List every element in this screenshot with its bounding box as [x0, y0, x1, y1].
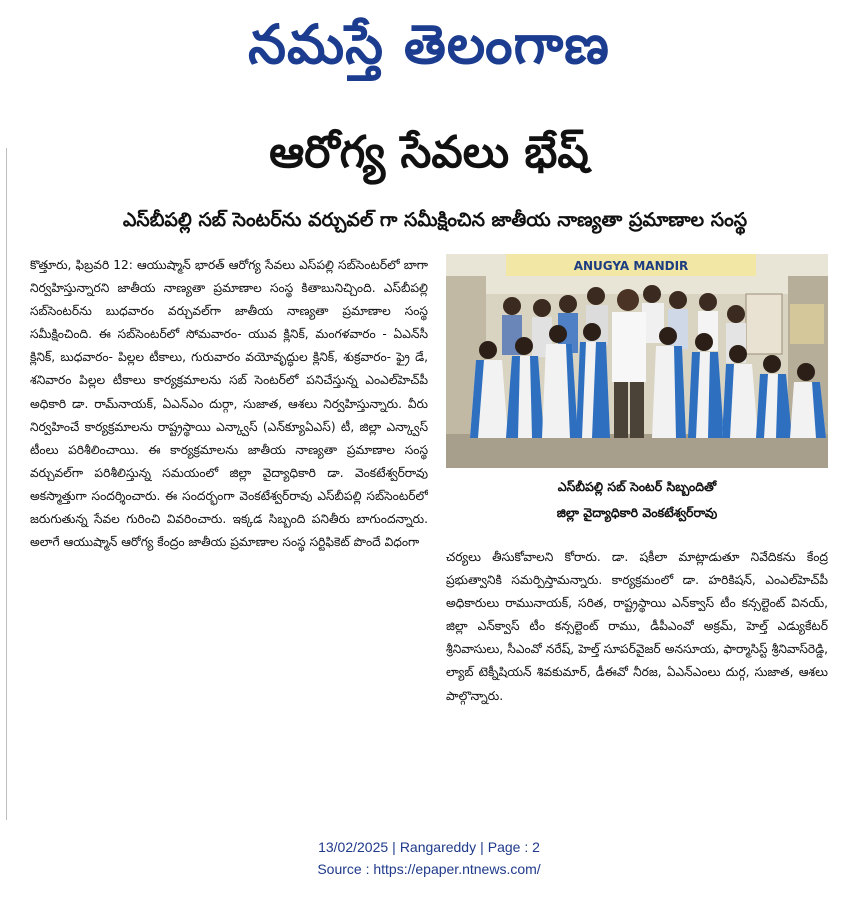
photo-caption-line-2: జిల్లా వైద్యాధికారి వెంకటేశ్వర్‌రావు [556, 505, 718, 520]
article-subheadline: ఎస్‌బీపల్లి సబ్ సెంటర్‌ను వర్చువల్ గా సమీక్షించిన జాతీయ నాణ్యతా ప్రమాణాల సంస్థ [122, 209, 748, 231]
footer-date: 13/02/2025 [318, 839, 389, 855]
article-photo [446, 254, 828, 468]
page-footer [0, 836, 858, 886]
building-sign-text: ANUGYA MANDIR [573, 259, 689, 273]
newspaper-masthead: నమస్తే తెలంగాణ [248, 12, 610, 76]
left-margin-rule [6, 148, 7, 820]
article-body-left-column [30, 254, 428, 804]
footer-source: Source : https://epaper.ntnews.com/ [317, 861, 541, 877]
footer-edition: Rangareddy [399, 839, 477, 855]
article-body-right-text: చర్యలు తీసుకోవాలని కోరారు. డా. షకీలా మాట్లాడుతూ నివేదికను కేంద్ర ప్రభుత్వానికి సమర్పిస్తామన్నారు. కార్యక్రమంలో డా. హరికిషన్, ఎంఎల్‌హెచ్‌పీ అధికారులు రామునాయక్, సరిత, రాష్ట్రస్థాయి ఎన్‌క్వాస్ టీం కన్సల్టెంట్ వినయ్, జిల్లా ఎన్‌క్వాస్ టీం కన్సల్టెంట్ రాము, డీపీఎంవో అక్రమ్, హెల్త్ ఎడ్యుకేటర్ శ్రీనివాసులు, సీఎంవో నరేష్, హెల్త్ సూపర్‌వైజర్ అనసూయ, ఫార్మాసిస్ట్ శ్రీనివాస్‌రెడ్డి, ల్యాబ్ టెక్నీషియన్ శివకుమార్, డీఈవో నీరజ, ఏఎన్‌ఎంలు దుర్గ, సుజాత, ఆశలు పాల్గొన్నారు. [446, 550, 828, 703]
footer-separator: | [480, 839, 484, 855]
footer-page: Page : 2 [487, 839, 540, 855]
group-photo-illustration [446, 254, 828, 468]
article-body-left-text: కొత్తూరు, ఫిబ్రవరి 12: ఆయుష్మాన్ భారత్ ఆరోగ్య సేవలు ఎస్‌పల్లి సబ్‌సెంటర్‌లో బాగా నిర్వహిస్తున్నారని జాతీయ నాణ్యతా ప్రమాణాల సంస్థ కితాబునిచ్చింది. ఎస్‌బీపల్లి సబ్‌సెంటర్‌ను బుధవారం వర్చువల్‌గా జాతీయ నాణ్యతా ప్రమాణాల సంస్థ సమీక్షించింది. ఈ సబ్‌సెంటర్‌లో సోమవారం- యువ క్లినిక్, మంగళవారం - ఏఎన్‌సీ క్లినిక్, బుధవారం- పిల్లల టీకాలు, గురువారం వయోవృద్ధుల క్లినిక్, శుక్రవారం- ఫ్రై డే, శనివారం పిల్లల టీకాలు కార్యక్రమాలను సబ్ సెంటర్‌లో పనిచేస్తున్న ఎంఎల్‌హెచ్‌పీ అధికారి డా. రామ్‌నాయక్, ఏఎన్‌ఎం దుర్గా, సుజాత, ఆశలు నిర్వహిస్తున్నారు. వీరు నిర్వహించే కార్యక్రమాలను రాష్ట్రస్థాయి ఎన్క్వాస్ (ఎన్‌క్యూఏఎస్) టీ, జిల్లా ఎన్క్వాస్ టీంలు పరిశీలించాయి. ఈ కార్యక్రమాలను జాతీయ నాణ్యతా ప్రమాణాల సంస్థ వర్చువల్‌గా పరిశీలిస్తున్న సమయంలో జిల్లా వైద్యాధికారి డా. వెంకటేశ్వర్‌రావు అకస్మాత్తుగా సందర్శించారు. ఈ సందర్భంగా వెంకటేశ్వర్‌రావు ఎస్‌బీపల్లి సబ్‌సెంటర్‌లో జరుగుతున్న సేవల గురించి వివరించారు. ఇక్కడ సిబ్బంది పనితీరు బాగుందన్నారు. అలాగే ఆయుష్మాన్ ఆరోగ్య కేంద్రం జాతీయ ప్రమాణాల సంస్థ సర్టిఫికెట్ పొందే విధంగా [30, 258, 428, 550]
footer-edition-line [0, 836, 858, 858]
article-headline: ఆరోగ్య సేవలు భేష్ [269, 127, 589, 178]
footer-separator: | [392, 839, 396, 855]
photo-caption-line-1: ఎస్‌బీపల్లి సబ్ సెంటర్ సిబ్బందితో [557, 479, 717, 494]
article-body-right-column [446, 546, 828, 806]
photo-caption [446, 474, 828, 534]
